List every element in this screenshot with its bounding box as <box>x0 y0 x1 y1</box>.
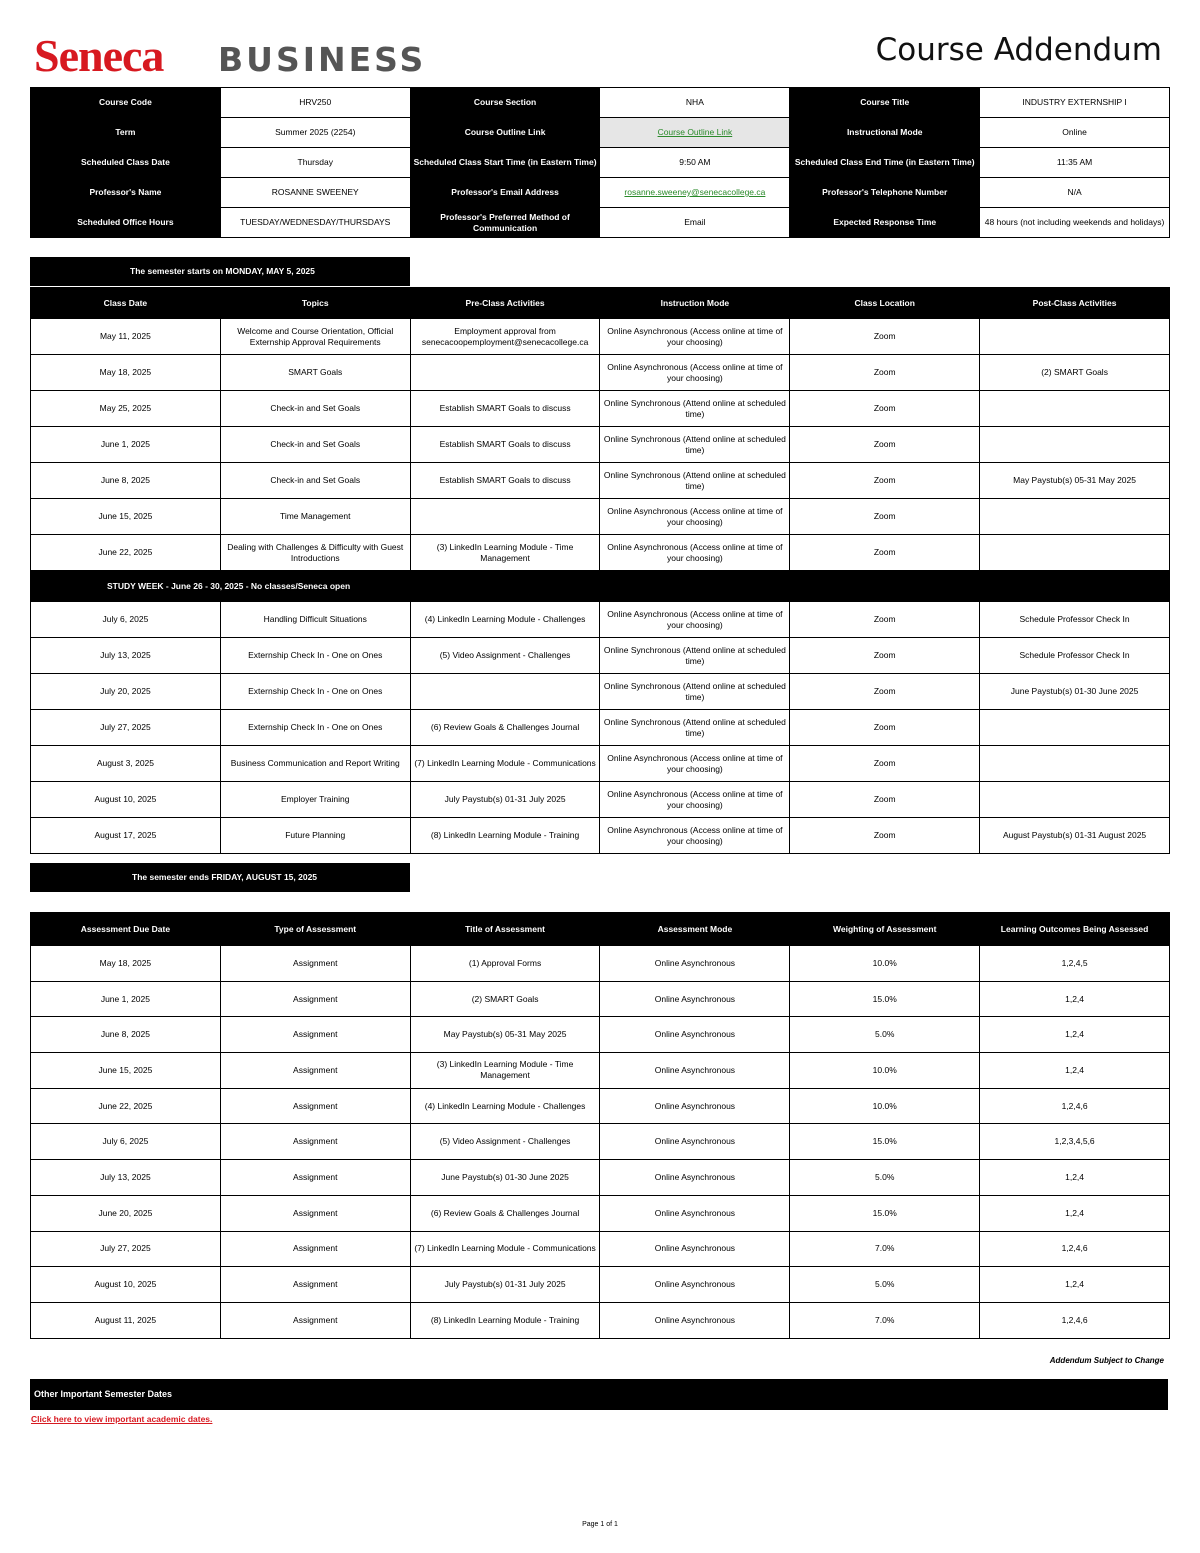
schedule-cell: Schedule Professor Check In <box>980 638 1170 674</box>
assessment-cell: 5.0% <box>790 1160 980 1196</box>
schedule-cell: Online Asynchronous (Access online at time of your choosing) <box>600 499 790 535</box>
schedule-cell: Zoom <box>790 391 980 427</box>
schedule-cell: (4) LinkedIn Learning Module - Challenges <box>410 602 600 638</box>
schedule-cell <box>410 674 600 710</box>
info-label: Course Title <box>790 88 980 118</box>
schedule-cell: Welcome and Course Orientation, Official Externship Approval Requirements <box>220 319 410 355</box>
schedule-cell: Employer Training <box>220 782 410 818</box>
info-value: Summer 2025 (2254) <box>220 118 410 148</box>
assessment-row <box>31 1053 1170 1089</box>
schedule-cell: May Paystub(s) 05-31 May 2025 <box>980 463 1170 499</box>
schedule-cell: Online Asynchronous (Access online at time of your choosing) <box>600 746 790 782</box>
professor-email-text[interactable]: rosanne.sweeney@senecacollege.ca <box>624 187 766 197</box>
info-row <box>31 148 1170 178</box>
schedule-cell: June 8, 2025 <box>31 463 221 499</box>
assessment-row <box>31 1195 1170 1231</box>
course-info-table <box>30 87 1170 238</box>
assessment-row <box>31 1267 1170 1303</box>
assessment-cell: Assignment <box>220 1088 410 1124</box>
schedule-cell: Zoom <box>790 638 980 674</box>
assessment-cell: August 10, 2025 <box>31 1267 221 1303</box>
schedule-cell: Zoom <box>790 427 980 463</box>
business-logo-text: BUSINESS <box>218 40 427 79</box>
assessment-cell: 5.0% <box>790 1267 980 1303</box>
assessment-cell: Assignment <box>220 1053 410 1089</box>
schedule-cell: Externship Check In - One on Ones <box>220 710 410 746</box>
schedule-cell: Future Planning <box>220 818 410 854</box>
schedule-cell: June Paystub(s) 01-30 June 2025 <box>980 674 1170 710</box>
page-number: Page 1 of 1 <box>582 1521 618 1528</box>
schedule-row <box>31 638 1170 674</box>
info-value: Online <box>980 118 1170 148</box>
info-label: Course Section <box>410 88 600 118</box>
assessment-cell: 15.0% <box>790 981 980 1017</box>
assessment-row <box>31 946 1170 982</box>
academic-dates-link[interactable]: Click here to view important academic dates. <box>31 1414 213 1424</box>
assessment-cell: July 6, 2025 <box>31 1124 221 1160</box>
assessment-cell: 5.0% <box>790 1017 980 1053</box>
info-value: ROSANNE SWEENEY <box>220 178 410 208</box>
assessment-cell: Online Asynchronous <box>600 1160 790 1196</box>
schedule-cell: August 10, 2025 <box>31 782 221 818</box>
schedule-cell: Zoom <box>790 746 980 782</box>
schedule-cell: August Paystub(s) 01-31 August 2025 <box>980 818 1170 854</box>
assessment-cell: 1,2,4,5 <box>980 946 1170 982</box>
schedule-row <box>31 463 1170 499</box>
assessment-cell: 7.0% <box>790 1302 980 1338</box>
info-value: Thursday <box>220 148 410 178</box>
info-label: Professor's Email Address <box>410 178 600 208</box>
info-value: 9:50 AM <box>600 148 790 178</box>
info-row <box>31 88 1170 118</box>
assessment-cell: Online Asynchronous <box>600 1231 790 1267</box>
schedule-cell: July Paystub(s) 01-31 July 2025 <box>410 782 600 818</box>
schedule-row <box>31 602 1170 638</box>
assessment-cell: June 1, 2025 <box>31 981 221 1017</box>
schedule-cell: (5) Video Assignment - Challenges <box>410 638 600 674</box>
assessment-cell: Assignment <box>220 1124 410 1160</box>
assessment-cell: May 18, 2025 <box>31 946 221 982</box>
assessment-cell: (1) Approval Forms <box>410 946 600 982</box>
assessment-cell: June 20, 2025 <box>31 1195 221 1231</box>
schedule-cell <box>410 499 600 535</box>
assessment-cell: 1,2,4 <box>980 1267 1170 1303</box>
schedule-cell: Online Asynchronous (Access online at time of your choosing) <box>600 782 790 818</box>
schedule-cell: Establish SMART Goals to discuss <box>410 463 600 499</box>
assessment-header-row <box>31 913 1170 946</box>
assessment-cell: June 22, 2025 <box>31 1088 221 1124</box>
schedule-cell: Handling Difficult Situations <box>220 602 410 638</box>
schedule-cell: Zoom <box>790 319 980 355</box>
schedule-cell: Externship Check In - One on Ones <box>220 638 410 674</box>
assessment-cell: Assignment <box>220 1267 410 1303</box>
info-value: HRV250 <box>220 88 410 118</box>
course-outline-link-text[interactable]: Course Outline Link <box>657 127 733 137</box>
assessment-cell: (8) LinkedIn Learning Module - Training <box>410 1302 600 1338</box>
schedule-cell: Online Synchronous (Attend online at scheduled time) <box>600 391 790 427</box>
assessment-cell: Online Asynchronous <box>600 946 790 982</box>
assessment-cell: Online Asynchronous <box>600 981 790 1017</box>
info-row <box>31 118 1170 148</box>
column-header: Class Date <box>31 288 221 319</box>
assessment-cell: May Paystub(s) 05-31 May 2025 <box>410 1017 600 1053</box>
column-header: Post-Class Activities <box>980 288 1170 319</box>
schedule-cell: Online Asynchronous (Access online at time of your choosing) <box>600 602 790 638</box>
column-header: Class Location <box>790 288 980 319</box>
info-label: Scheduled Class Start Time (in Eastern Time) <box>410 148 600 178</box>
schedule-cell: Online Synchronous (Attend online at scheduled time) <box>600 674 790 710</box>
assessment-cell: 10.0% <box>790 946 980 982</box>
column-header: Pre-Class Activities <box>410 288 600 319</box>
assessment-cell: (6) Review Goals & Challenges Journal <box>410 1195 600 1231</box>
info-value: N/A <box>980 178 1170 208</box>
schedule-cell: May 18, 2025 <box>31 355 221 391</box>
info-value: NHA <box>600 88 790 118</box>
schedule-cell <box>980 499 1170 535</box>
assessment-cell: Online Asynchronous <box>600 1088 790 1124</box>
assessment-cell: Assignment <box>220 1195 410 1231</box>
info-row <box>31 208 1170 238</box>
schedule-cell: Zoom <box>790 818 980 854</box>
schedule-cell: Zoom <box>790 463 980 499</box>
schedule-cell: August 3, 2025 <box>31 746 221 782</box>
other-dates-title: Other Important Semester Dates <box>30 1379 1168 1410</box>
assessment-cell: Assignment <box>220 1302 410 1338</box>
info-label: Professor's Telephone Number <box>790 178 980 208</box>
info-label: Course Outline Link <box>410 118 600 148</box>
assessment-cell: (3) LinkedIn Learning Module - Time Management <box>410 1053 600 1089</box>
schedule-cell <box>980 427 1170 463</box>
assessment-cell: Online Asynchronous <box>600 1302 790 1338</box>
assessment-cell: 1,2,4 <box>980 1053 1170 1089</box>
assessment-cell: (5) Video Assignment - Challenges <box>410 1124 600 1160</box>
column-header: Weighting of Assessment <box>790 913 980 946</box>
schedule-cell: Dealing with Challenges & Difficulty with Guest Introductions <box>220 535 410 571</box>
schedule-cell: July 27, 2025 <box>31 710 221 746</box>
assessment-cell: Assignment <box>220 981 410 1017</box>
schedule-cell: Online Asynchronous (Access online at time of your choosing) <box>600 818 790 854</box>
schedule-cell: May 11, 2025 <box>31 319 221 355</box>
assessment-row <box>31 1231 1170 1267</box>
professor-email-link[interactable] <box>600 178 790 208</box>
schedule-cell: Employment approval from senecacoopemployment@senecacollege.ca <box>410 319 600 355</box>
assessment-cell: 7.0% <box>790 1231 980 1267</box>
schedule-cell: Time Management <box>220 499 410 535</box>
schedule-cell: Establish SMART Goals to discuss <box>410 391 600 427</box>
schedule-row <box>31 710 1170 746</box>
assessment-cell: July 27, 2025 <box>31 1231 221 1267</box>
assessment-row <box>31 1017 1170 1053</box>
info-label: Term <box>31 118 221 148</box>
schedule-row <box>31 355 1170 391</box>
schedule-cell: June 22, 2025 <box>31 535 221 571</box>
assessment-cell: 1,2,4 <box>980 1160 1170 1196</box>
schedule-row <box>31 674 1170 710</box>
assessment-cell: July 13, 2025 <box>31 1160 221 1196</box>
column-header: Title of Assessment <box>410 913 600 946</box>
info-value: TUESDAY/WEDNESDAY/THURSDAYS <box>220 208 410 238</box>
info-label: Scheduled Office Hours <box>31 208 221 238</box>
schedule-row <box>31 818 1170 854</box>
schedule-cell: (6) Review Goals & Challenges Journal <box>410 710 600 746</box>
schedule-cell: Zoom <box>790 602 980 638</box>
assessment-row <box>31 1160 1170 1196</box>
schedule-cell: Schedule Professor Check In <box>980 602 1170 638</box>
course-outline-link[interactable] <box>600 118 790 148</box>
assessment-cell: Online Asynchronous <box>600 1267 790 1303</box>
schedule-cell: Online Synchronous (Attend online at scheduled time) <box>600 710 790 746</box>
info-label: Scheduled Class Date <box>31 148 221 178</box>
assessment-cell: Assignment <box>220 1160 410 1196</box>
assessment-cell: (7) LinkedIn Learning Module - Communications <box>410 1231 600 1267</box>
assessment-cell: Online Asynchronous <box>600 1053 790 1089</box>
assessment-row <box>31 981 1170 1017</box>
schedule-row <box>31 746 1170 782</box>
schedule-cell: Online Synchronous (Attend online at scheduled time) <box>600 463 790 499</box>
class-schedule-table <box>30 287 1170 854</box>
info-value: 11:35 AM <box>980 148 1170 178</box>
assessment-cell: 15.0% <box>790 1195 980 1231</box>
page-title: Course Addendum <box>875 32 1162 68</box>
schedule-cell <box>980 391 1170 427</box>
assessment-cell: Online Asynchronous <box>600 1195 790 1231</box>
assessment-cell: (2) SMART Goals <box>410 981 600 1017</box>
addendum-subject-note: Addendum Subject to Change <box>1049 1356 1164 1365</box>
study-week-banner <box>31 571 1170 602</box>
schedule-cell: (8) LinkedIn Learning Module - Training <box>410 818 600 854</box>
assessment-cell: 1,2,4 <box>980 1195 1170 1231</box>
schedule-cell: Zoom <box>790 355 980 391</box>
schedule-row <box>31 319 1170 355</box>
study-week-text: STUDY WEEK - June 26 - 30, 2025 - No classes/Seneca open <box>31 571 1170 602</box>
column-header: Assessment Mode <box>600 913 790 946</box>
schedule-cell: Business Communication and Report Writing <box>220 746 410 782</box>
assessment-cell: August 11, 2025 <box>31 1302 221 1338</box>
assessment-cell: Assignment <box>220 1231 410 1267</box>
info-value: Email <box>600 208 790 238</box>
column-header: Assessment Due Date <box>31 913 221 946</box>
schedule-cell: Online Asynchronous (Access online at time of your choosing) <box>600 319 790 355</box>
schedule-cell <box>410 355 600 391</box>
assessment-cell: 1,2,3,4,5,6 <box>980 1124 1170 1160</box>
assessment-cell: (4) LinkedIn Learning Module - Challenges <box>410 1088 600 1124</box>
schedule-cell: June 1, 2025 <box>31 427 221 463</box>
schedule-row <box>31 391 1170 427</box>
assessment-cell: Online Asynchronous <box>600 1017 790 1053</box>
assessment-cell: June 15, 2025 <box>31 1053 221 1089</box>
info-value: INDUSTRY EXTERNSHIP I <box>980 88 1170 118</box>
assessment-cell: 10.0% <box>790 1053 980 1089</box>
assessment-cell: 1,2,4,6 <box>980 1088 1170 1124</box>
info-label: Professor's Name <box>31 178 221 208</box>
schedule-cell: Establish SMART Goals to discuss <box>410 427 600 463</box>
assessment-cell: June 8, 2025 <box>31 1017 221 1053</box>
schedule-cell: (7) LinkedIn Learning Module - Communications <box>410 746 600 782</box>
column-header: Learning Outcomes Being Assessed <box>980 913 1170 946</box>
schedule-cell: July 13, 2025 <box>31 638 221 674</box>
schedule-cell: Check-in and Set Goals <box>220 391 410 427</box>
schedule-cell: Externship Check In - One on Ones <box>220 674 410 710</box>
info-label: Instructional Mode <box>790 118 980 148</box>
schedule-cell: (3) LinkedIn Learning Module - Time Management <box>410 535 600 571</box>
page-header <box>30 30 1168 80</box>
schedule-cell: Zoom <box>790 782 980 818</box>
assessment-cell: June Paystub(s) 01-30 June 2025 <box>410 1160 600 1196</box>
schedule-cell: Online Asynchronous (Access online at time of your choosing) <box>600 355 790 391</box>
schedule-cell: Online Synchronous (Attend online at scheduled time) <box>600 427 790 463</box>
schedule-cell <box>980 710 1170 746</box>
schedule-cell: Zoom <box>790 674 980 710</box>
schedule-cell: July 20, 2025 <box>31 674 221 710</box>
schedule-cell: June 15, 2025 <box>31 499 221 535</box>
schedule-cell: May 25, 2025 <box>31 391 221 427</box>
schedule-cell <box>980 746 1170 782</box>
schedule-cell: Check-in and Set Goals <box>220 427 410 463</box>
assessment-row <box>31 1124 1170 1160</box>
schedule-cell: Zoom <box>790 535 980 571</box>
assessment-cell: 10.0% <box>790 1088 980 1124</box>
assessment-cell: 1,2,4,6 <box>980 1231 1170 1267</box>
schedule-cell: Zoom <box>790 499 980 535</box>
assessment-cell: 1,2,4 <box>980 1017 1170 1053</box>
seneca-logo: Seneca <box>34 30 164 81</box>
info-label: Expected Response Time <box>790 208 980 238</box>
assessment-cell: 1,2,4,6 <box>980 1302 1170 1338</box>
info-label: Course Code <box>31 88 221 118</box>
semester-end-banner: The semester ends FRIDAY, AUGUST 15, 2025 <box>30 863 410 892</box>
schedule-cell: SMART Goals <box>220 355 410 391</box>
info-label: Scheduled Class End Time (in Eastern Time) <box>790 148 980 178</box>
schedule-row <box>31 782 1170 818</box>
assessment-cell: Assignment <box>220 1017 410 1053</box>
info-value: 48 hours (not including weekends and holidays) <box>980 208 1170 238</box>
semester-start-banner: The semester starts on MONDAY, MAY 5, 2025 <box>30 257 410 286</box>
column-header: Topics <box>220 288 410 319</box>
schedule-cell <box>980 319 1170 355</box>
column-header: Instruction Mode <box>600 288 790 319</box>
schedule-cell: Online Synchronous (Attend online at scheduled time) <box>600 638 790 674</box>
assessment-cell: 1,2,4 <box>980 981 1170 1017</box>
schedule-cell: July 6, 2025 <box>31 602 221 638</box>
assessment-cell: Online Asynchronous <box>600 1124 790 1160</box>
assessment-cell: 15.0% <box>790 1124 980 1160</box>
schedule-row <box>31 535 1170 571</box>
info-label: Professor's Preferred Method of Communication <box>410 208 600 238</box>
schedule-row <box>31 499 1170 535</box>
assessment-row <box>31 1088 1170 1124</box>
assessment-cell: Assignment <box>220 946 410 982</box>
assessment-row <box>31 1302 1170 1338</box>
column-header: Type of Assessment <box>220 913 410 946</box>
assessment-table <box>30 912 1170 1339</box>
schedule-row <box>31 427 1170 463</box>
info-row <box>31 178 1170 208</box>
schedule-header-row <box>31 288 1170 319</box>
schedule-cell: (2) SMART Goals <box>980 355 1170 391</box>
schedule-cell: August 17, 2025 <box>31 818 221 854</box>
schedule-cell: Online Asynchronous (Access online at time of your choosing) <box>600 535 790 571</box>
schedule-cell: Check-in and Set Goals <box>220 463 410 499</box>
schedule-cell <box>980 535 1170 571</box>
schedule-cell <box>980 782 1170 818</box>
assessment-cell: July Paystub(s) 01-31 July 2025 <box>410 1267 600 1303</box>
schedule-cell: Zoom <box>790 710 980 746</box>
